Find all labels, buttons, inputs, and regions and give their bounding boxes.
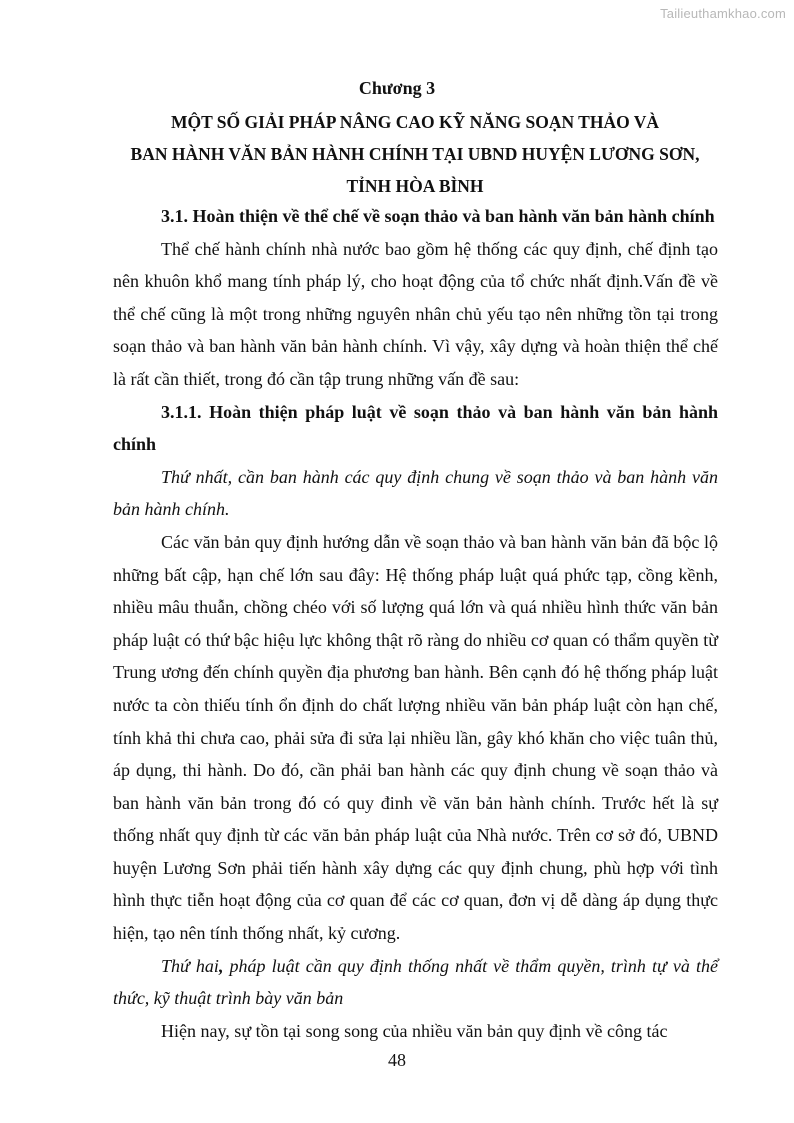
chapter-title	[100, 106, 730, 202]
second-point-separator: ,	[218, 955, 224, 976]
second-point	[113, 950, 718, 1015]
chapter-number: Chương 3	[358, 78, 436, 98]
page-number: 48	[388, 1050, 406, 1070]
section-heading-3-1-1: 3.1.1. Hoàn thiện pháp luật về soạn thảo và ban hành văn bản hành chính	[113, 401, 718, 455]
body-text	[113, 200, 718, 1047]
second-point-text: pháp luật cần quy định thống nhất về thẩm quyền, trình tự và thể thức, kỹ thuật trình bày văn bản	[113, 955, 718, 1009]
section-heading-3-1: 3.1. Hoàn thiện về thể chế về soạn thảo và ban hành văn bản hành chính	[161, 206, 715, 226]
chapter-title-line: TỈNH HÒA BÌNH	[346, 176, 484, 196]
watermark: Tailieuthamkhao.com	[660, 6, 786, 21]
chapter-title-line: MỘT SỐ GIẢI PHÁP NÂNG CAO KỸ NĂNG SOẠN THẢO VÀ	[170, 112, 660, 132]
paragraph: Thể chế hành chính nhà nước bao gồm hệ thống các quy định, chế định tạo nên khuôn khổ mang tính pháp lý, cho hoạt động của tổ chức nhất định.Vấn đề về thể chế cũng là một trong những nguyên nhân chủ yếu tạo nên những tồn tại trong soạn thảo và ban hành văn bản hành chính. Vì vậy, xây dựng và hoàn thiện thể chế là rất cần thiết, trong đó cần tập trung những vấn đề sau:	[113, 238, 718, 389]
paragraph: Hiện nay, sự tồn tại song song của nhiều văn bản quy định về công tác	[161, 1020, 668, 1041]
second-point-lead: Thứ hai	[161, 955, 219, 976]
paragraph: Các văn bản quy định hướng dẫn về soạn thảo và ban hành văn bản đã bộc lộ những bất cập, hạn chế lớn sau đây: Hệ thống pháp luật quá phức tạp, cồng kềnh, nhiều mâu thuẫn, chồng chéo với số lượng quá lớn và quá nhiều hình thức văn bản pháp luật có thứ bậc hiệu lực không thật rõ ràng do nhiều cơ quan có thẩm quyền từ Trung ương đến chính quyền địa phương ban hành. Bên cạnh đó hệ thống pháp luật nước ta còn thiếu tính ổn định do chất lượng nhiều văn bản pháp luật còn hạn chế, tính khả thi chưa cao, phải sửa đi sửa lại nhiều lần, gây khó khăn cho việc tuân thủ, áp dụng, thi hành. Do đó, cần phải ban hành các quy định chung về soạn thảo và ban hành văn bản trong đó có quy đinh về văn bản hành chính. Trước hết là sự thống nhất quy định từ các văn bản pháp luật của Nhà nước. Trên cơ sở đó, UBND huyện Lương Sơn phải tiến hành xây dựng các quy định chung, phù hợp với tình hình thực tiễn hoạt động của cơ quan để các cơ quan, đơn vị dễ dàng áp dụng thực hiện, tạo nên tính thống nhất, kỷ cương.	[113, 531, 718, 944]
first-point: Thứ nhất, cần ban hành các quy định chung về soạn thảo và ban hành văn bản hành chính.	[113, 466, 718, 520]
chapter-title-line: BAN HÀNH VĂN BẢN HÀNH CHÍNH TẠI UBND HUYỆN LƯƠNG SƠN,	[130, 144, 700, 164]
